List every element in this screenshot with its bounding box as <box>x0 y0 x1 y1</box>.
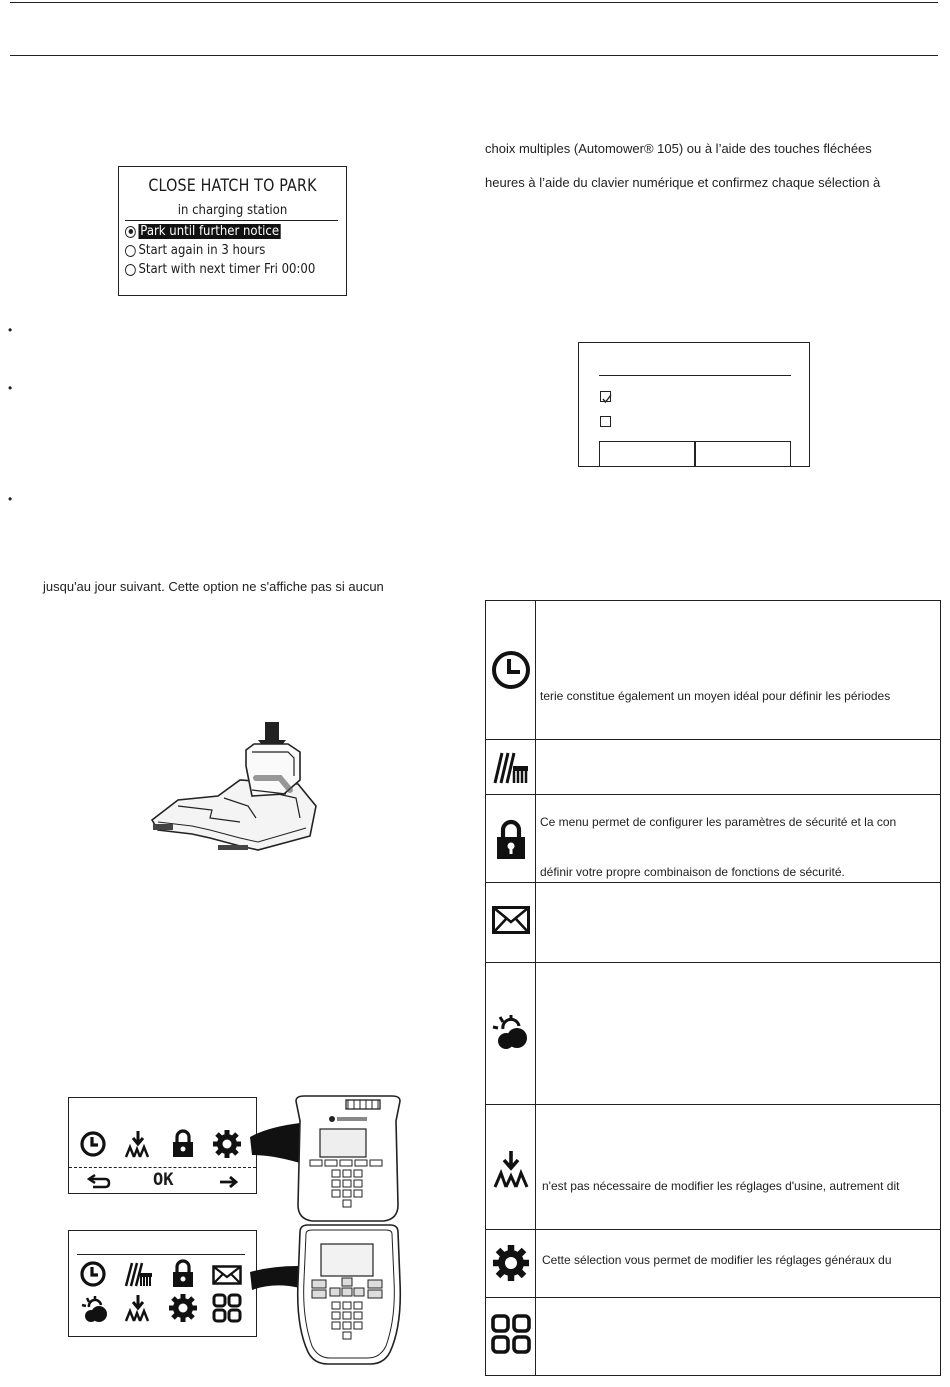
checkbox-checked-icon[interactable] <box>600 391 611 402</box>
lock-icon <box>494 819 528 861</box>
keypad-screen-advanced <box>68 1230 257 1337</box>
radio-icon <box>125 264 136 276</box>
menu-row-security <box>486 795 940 883</box>
screen-divider <box>69 1167 256 1168</box>
radio-icon <box>125 245 136 257</box>
accessories-icon <box>490 1313 532 1355</box>
menu-row-timer <box>486 601 940 740</box>
clock-icon <box>491 650 531 690</box>
menu-row-accessories <box>486 1298 940 1375</box>
lock-icon <box>170 1259 196 1289</box>
gear-icon <box>212 1129 242 1159</box>
menu-row-text: n'est pas nécessaire de modifier les réglages d'usine, autrement dit <box>542 1179 900 1193</box>
lcd-option-next-timer[interactable] <box>125 262 315 277</box>
lcd-option-label: Start with next timer Fri 00:00 <box>138 262 316 277</box>
menu-row-installation <box>486 1105 940 1230</box>
menu-row-text: terie constitue également un moyen idéal pour définir les périodes <box>540 689 891 703</box>
menu-table <box>485 600 941 1376</box>
menu-row-text-2: définir votre propre combinaison de fonctions de sécurité. <box>540 865 845 879</box>
dialog-button-left[interactable] <box>599 441 695 467</box>
installation-icon <box>123 1293 153 1323</box>
gear-icon <box>168 1293 198 1323</box>
keypad-device-illustration <box>248 1093 414 1225</box>
menu-row-cutting-height <box>486 740 940 795</box>
cutting-height-icon <box>123 1259 153 1287</box>
dialog-button-right[interactable] <box>695 441 791 467</box>
installation-icon <box>492 1149 530 1189</box>
lcd-option-park[interactable] <box>125 224 281 239</box>
bullet: • <box>8 323 13 337</box>
checkbox-icon[interactable] <box>600 416 611 427</box>
dialog-divider <box>599 375 791 376</box>
lcd-option-label: Park until further notice <box>140 224 280 239</box>
radio-selected-icon <box>125 226 136 238</box>
lcd-subtitle: in charging station <box>177 203 288 218</box>
accessories-icon <box>212 1293 242 1323</box>
header-rule <box>10 55 938 56</box>
cutting-height-icon <box>492 750 530 784</box>
back-arrow-icon[interactable] <box>87 1173 111 1189</box>
keypad-screen-basic <box>68 1097 257 1194</box>
bullet: • <box>8 492 13 506</box>
menu-row-settings <box>486 1230 940 1298</box>
keypad-device-illustration-2 <box>250 1222 416 1370</box>
settings-gear-icon <box>491 1243 531 1283</box>
ok-label[interactable]: OK <box>153 1170 174 1190</box>
screen-top-line <box>77 1254 245 1255</box>
weather-timer-icon <box>79 1295 111 1323</box>
menu-row-text: Cette sélection vous permet de modifier les réglages généraux du <box>542 1253 892 1267</box>
envelope-icon <box>492 906 530 934</box>
lock-icon <box>170 1129 196 1159</box>
bullet: • <box>8 381 13 395</box>
charging-station-illustration <box>148 718 338 860</box>
lcd-divider <box>125 220 338 221</box>
forward-arrow-icon[interactable] <box>219 1175 239 1189</box>
menu-row-messages <box>486 883 940 963</box>
right-paragraph-line: heures à l’aide du clavier numérique et confirmez chaque sélection à <box>485 175 881 190</box>
lcd-display <box>118 166 347 296</box>
menu-row-weather-timer <box>486 963 940 1105</box>
envelope-icon <box>212 1265 242 1285</box>
lcd-option-start-3h[interactable] <box>125 243 265 258</box>
left-paragraph: jusqu'au jour suivant. Cette option ne s'affiche pas si aucun <box>43 579 384 594</box>
lcd-option-label: Start again in 3 hours <box>138 243 266 258</box>
right-paragraph-line: choix multiples (Automower® 105) ou à l’aide des touches fléchées <box>485 141 872 156</box>
lcd-title: CLOSE HATCH TO PARK <box>148 176 317 196</box>
top-rule <box>10 2 938 3</box>
menu-row-text: Ce menu permet de configurer les paramètres de sécurité et la con <box>540 815 897 829</box>
weather-timer-icon <box>491 1014 531 1050</box>
installation-icon <box>123 1129 153 1159</box>
clock-icon <box>80 1131 106 1157</box>
dialog-illustration <box>578 342 810 467</box>
clock-icon <box>80 1261 106 1287</box>
